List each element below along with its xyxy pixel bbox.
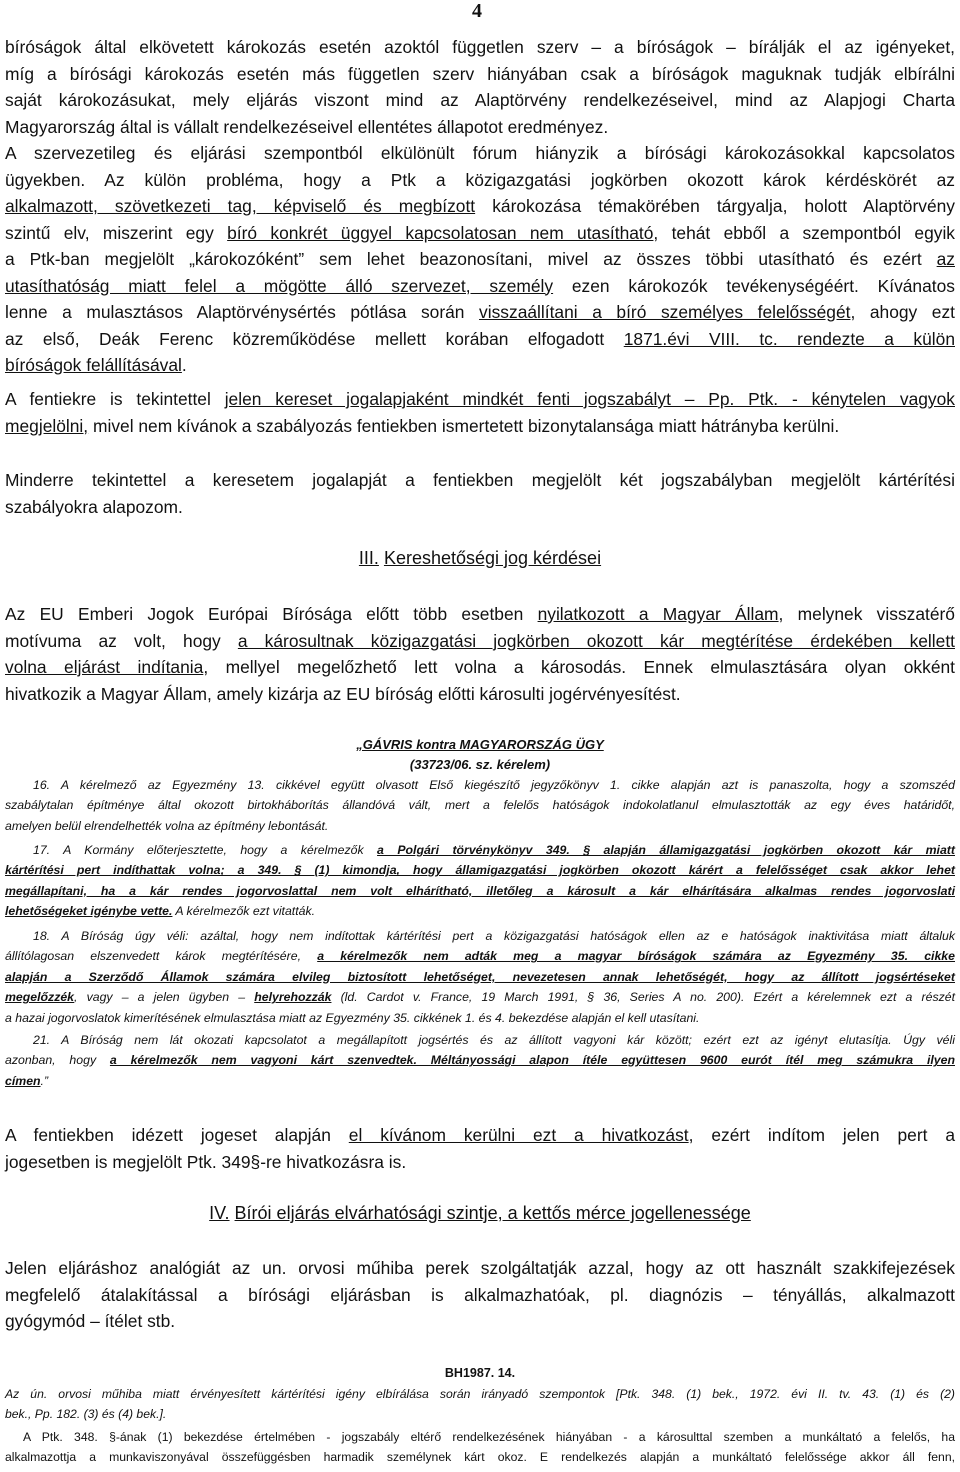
text-line: Minderre tekintettel a keresetem jogalapját a fentiekben megjelölt két jogszabályban megjelölt kártérítési — [5, 470, 955, 490]
text-line — [5, 860, 955, 880]
underlined-text: a Polgári törvénykönyv 349. § alapján államigazgatási jogkörben okozott kár miatt — [377, 843, 955, 857]
underlined-text: volna eljárást indítania — [5, 657, 204, 677]
underlined-text: utasíthatóság miatt felel a mögötte álló szervezet, személy — [5, 275, 554, 296]
text-line — [5, 967, 955, 987]
text-line: 21. A Bíróság nem lát okozati kapcsolatot a megállapított jogsértés és az állított vagyoni kár között; ezért ezt az igényt elutasítja. Úgy véli — [33, 1033, 955, 1047]
text-line: ügyekben. Az külön probléma, hogy a Ptk a közigazgatási jogkörben okozott károk kérdéskörét az — [5, 169, 955, 190]
text-line: megelőzzék, vagy – a jelen ügyben – helyrehozzák (ld. Cardot v. France, 19 March 1991, § 36, Series A no. 200). Ezért a kérelemnek ezt a részét — [5, 990, 955, 1005]
section-heading-iii: III. Kereshetőségi jog kérdései — [358, 548, 602, 568]
paragraph-forum — [5, 140, 955, 379]
text-line: szabálytalan építménye által okozott birtokháborítás állandóvá vált, mert a felelős hatóságok indokolatlanul elmulasztották az egy éves határidőt, — [5, 798, 955, 813]
paragraph-intro — [5, 34, 955, 140]
text-line: lehetőségeket igénybe vette. A kérelmezők ezt vitatták. — [5, 904, 316, 919]
text-line: bíróságok által elkövetett károkozás esetén azoktól független szerv – a bíróságok – bírálják el az igényeket, — [5, 37, 955, 57]
text-line: lenne a mulasztásos Alaptörvénysértés pótlása során visszaállítani a bíró személyes felelősségét, ahogy ezt — [5, 302, 955, 322]
underlined-text: jelen kereset jogalapjaként mindkét fenti jogszabályt – Pp. Ptk. - kénytelen vagyok — [224, 389, 955, 409]
underlined-text: címen — [5, 1073, 41, 1088]
underlined-text: helyrehozzák — [254, 990, 332, 1005]
underlined-text: visszaállítani a bíró személyes felelősségét — [479, 302, 851, 322]
text-line: 17. A Kormány előterjesztette, hogy a kérelmezők a Polgári törvénykönyv 349. § alapján államigazgatási jogkörben okozott kár miatt — [33, 843, 955, 857]
text-line: 16. A kérelmező az Egyezmény 13. cikkével együtt olvasott Első kiegészítő jegyzőkönyv 1. cikke alapján azt is panaszolta, hogy a szomszéd — [33, 778, 955, 792]
text-line: míg a bírósági károkozás esetén más független szerv hiányában csak a bíróságok maguknak tudják elbírálni — [5, 63, 955, 84]
underlined-text: a kérelmezők nem vagyoni kárt szenvedtek. Méltányossági alapon ítéle együttesen 9600 eurót ítél meg számukra ilyen — [109, 1053, 955, 1068]
text-line: jogesetben is megjelölt Ptk. 349§-re hivatkozásra is. — [5, 1151, 407, 1172]
bh-reference-title: BH1987. 14. — [444, 1366, 516, 1380]
bh-body — [5, 1427, 955, 1468]
underlined-text: 1871.évi VIII. tc. rendezte a külön — [623, 328, 955, 349]
quote-paragraph-21 — [5, 1030, 955, 1091]
text-line — [5, 881, 955, 901]
text-line: a hazai jogorvoslatok kimerítésének elmulasztása miatt az Egyezmény 35. cikkének 1. és 4. bekezdése alapján el kell utasítani. — [5, 1010, 700, 1025]
underlined-text: megjelölni, — [5, 415, 89, 436]
text-line: azonban, hogy a kérelmezők nem vagyoni kárt szenvedtek. Méltányossági alapon ítéle együttesen 9600 eurót ítél meg számukra ilyen — [5, 1053, 955, 1068]
text-line: amelyen belül elrendelhették volna az építmény lebontását. — [5, 818, 329, 833]
paragraph-avoid-reference — [5, 1122, 955, 1175]
text-line: motívuma az volt, hogy a károsultnak közigazgatási jogkörben okozott kár megtérítése érdekében kellett — [5, 630, 955, 651]
page-number: 4 — [472, 0, 482, 22]
underlined-text: bíróságok felállításával — [5, 355, 182, 375]
underlined-text: nyilatkozott a Magyar Állam — [537, 604, 779, 624]
text-line: állítólagosan elszenvedett károk megtérítésére, a kérelmezők nem adták meg a magyar bíróságok számára az Egyezmény 35. cikke — [5, 949, 955, 964]
underlined-text: alkalmazott, szövetkezeti tag, képviselő és megbízott — [5, 196, 476, 216]
quote-paragraph-18 — [5, 926, 955, 1028]
paragraph-eu-court — [5, 601, 955, 707]
text-line: utasíthatóság miatt felel a mögötte álló szervezet, személy ezen károkozók tevékenységéért. Kívánatos — [5, 275, 955, 296]
text-line: megfelelő átalakítással a bírósági eljárásban is alkalmazhatóak, pl. diagnózis – tényállás, alkalmazott — [5, 1284, 955, 1305]
text-line: Az EU Emberi Jogok Európai Bírósága előtt több esetben nyilatkozott a Magyar Állam, melynek visszatérő — [5, 604, 955, 624]
underlined-text: lehetőségeket igénybe vette. — [5, 904, 173, 919]
underlined-text: bíró konkrét üggyel kapcsolatosan nem utasítható — [227, 222, 654, 243]
paragraph-conclusion — [5, 467, 955, 520]
text-line: szintű elv, miszerint egy bíró konkrét üggyel kapcsolatosan nem utasítható, tehát ebből a szempontból egyik — [5, 222, 956, 243]
paragraph-medical-analogy — [5, 1255, 955, 1335]
underlined-text: kártérítési pert indíthattak volna; a 349. § (1) kimondja, hogy államigazgatási jogkörben okozott kárért a felelősséget csak akkor lehet — [5, 863, 955, 878]
underlined-text: megelőzzék — [5, 990, 75, 1005]
text-line: gyógymód – ítélet stb. — [5, 1311, 176, 1331]
case-title: „GÁVRIS kontra MAGYARORSZÁG ÜGY (33723/06. sz. kérelem) — [356, 737, 604, 772]
text-line: alkalmazott, szövetkezeti tag, képviselő és megbízott károkozása témakörében tárgyalja, holott Alaptörvény — [5, 196, 955, 216]
text-line: saját károkozásukat, mely eljárás viszont mind az Alaptörvény rendelkezéseivel, mind az Alapjogi Charta — [5, 90, 955, 110]
text-line: Jelen eljáráshoz analógiát az un. orvosi műhiba perek szolgáltatják azzal, hogy az ott használt szakkifejezések — [5, 1258, 955, 1278]
text-line: a Ptk-ban megjelölt „károkozóként” sem lehet beazonosítani, mivel az összes többi utasítható és ezért az — [5, 249, 955, 269]
text-line: A fentiekre is tekintettel jelen kereset jogalapjaként mindkét fenti jogszabályt – Pp. Ptk. - kénytelen vagyok — [5, 389, 955, 409]
quote-paragraph-16 — [5, 775, 955, 836]
underlined-text: a károsultnak közigazgatási jogkörben okozott kár megtérítése érdekében kellett — [237, 630, 955, 651]
text-line: Magyarország által is vállalt rendelkezéseivel ellentétes állapotot eredményez. — [5, 116, 609, 137]
text-line: bíróságok felállításával. — [5, 355, 187, 375]
text-line: A szervezetileg és eljárási szempontból elkülönült fórum hiányzik a bírósági károkozásokkal kapcsolatos — [5, 143, 955, 163]
underlined-text: el kívánom kerülni ezt a hivatkozást — [348, 1125, 689, 1145]
underlined-text: alapján a Szerződő Államok számára elvileg biztosított lehetőséget, nevezetesen annak lehetőségét, hogy az állított jogsértéseket — [5, 969, 955, 984]
text-line: bek., Pp. 182. (3) és (4) bek.]. — [5, 1407, 167, 1422]
text-line: az első, Deák Ferenc közreműködése mellett korában elfogadott 1871.évi VIII. tc. rendezte a külön — [5, 328, 955, 349]
text-line: 18. A Bíróság úgy véli: azáltal, hogy nem indítottak kártérítési pert a közigazgatási hatóságok ellen az e hatóságok inaktivitása miatt általuk — [33, 929, 955, 943]
bh-summary — [5, 1384, 955, 1425]
underlined-text: a kérelmezők nem adták meg a magyar bíróságok számára az Egyezmény 35. cikke — [317, 949, 955, 964]
underlined-text: az — [936, 249, 955, 269]
text-line: hivatkozik a Magyar Állam, amely kizárja az EU bíróság előtti károsulti jogérvényesítést. — [5, 683, 681, 704]
text-line: alkalmazottja a munkaviszonyával összefüggésben harmadik személynek kárt okoz. E rendelkezés alapján a munkáltató felelőssége akkor áll fenn, — [5, 1450, 955, 1465]
section-heading-iv: IV. Bírói eljárás elvárhatósági szintje, a kettős mérce jogellenessége — [209, 1203, 751, 1223]
quote-paragraph-17 — [5, 840, 955, 922]
text-line: címen.” — [5, 1073, 49, 1088]
text-line: megjelölni, mivel nem kívánok a szabályozás fentiekben ismertetett bizonytalansága miatt hátrányba kerülni. — [5, 415, 840, 436]
text-line: A Ptk. 348. §-ának (1) bekezdése értelmében - jogszabály eltérő rendelkezésének hiányában - a károsulttal szemben a munkáltató a felelős, ha — [23, 1430, 955, 1444]
paragraph-legal-basis — [5, 386, 955, 439]
text-line: szabályokra alapozom. — [5, 496, 183, 517]
text-line: Az ún. orvosi műhiba miatt érvényesített kártérítési igény elbírálása során irányadó szempontok [Ptk. 348. (1) bek., 1972. évi II. tv. 43. (1) és (2) — [5, 1387, 955, 1401]
underlined-text: megállapítani, ha a kár rendes jogorvoslattal nem volt elhárítható, illetőleg a károsult a kár elhárítására alkalmas rendes jogorvoslati — [5, 883, 955, 898]
text-line: A fentiekben idézett jogeset alapján el kívánom kerülni ezt a hivatkozást, ezért indítom jelen pert a — [5, 1125, 956, 1145]
text-line: volna eljárást indítania, mellyel megelőzhető lett volna a károsodás. Ennek elmulasztására olyan okként — [5, 657, 955, 677]
